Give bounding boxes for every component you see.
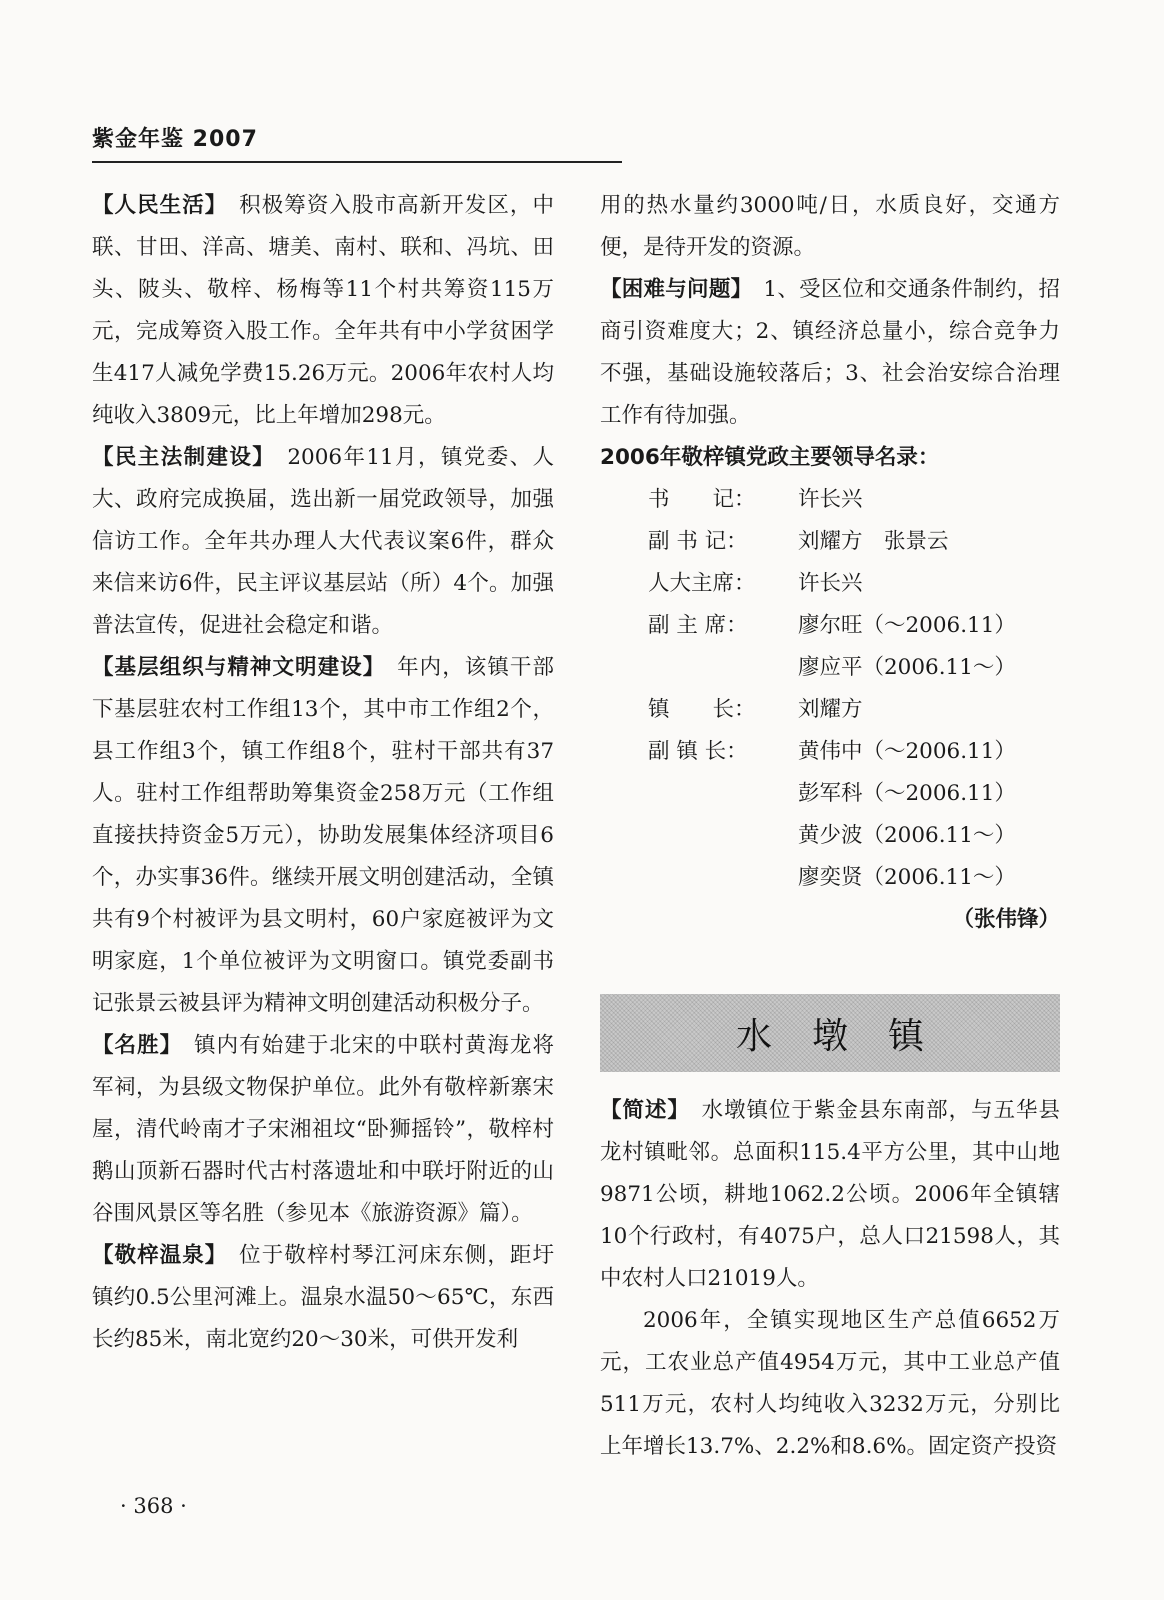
leader-roster: [600, 479, 1060, 899]
roster-entry: [600, 479, 1060, 521]
roster-role: 书 记：: [648, 487, 756, 512]
roster-names: 刘耀方 张景云: [798, 529, 949, 554]
roster-entry: [600, 815, 1060, 857]
roster-names: 廖应平（2006.11～）: [798, 655, 1016, 680]
section-tag: 【人民生活】: [92, 193, 217, 218]
roster-role: [648, 857, 798, 899]
roster-entry: [600, 857, 1060, 899]
roster-role: 副 主 席：: [648, 613, 748, 638]
paragraph-text: 水墩镇位于紫金县东南部，与五华县龙村镇毗邻。总面积115.4平方公里，其中山地9871公顷，耕地1062.2公顷。2006年全镇辖10个行政村，有4075户，总人口21598人，其中农村人口21019人。: [600, 1098, 1060, 1291]
roster-role: 副 书 记：: [648, 529, 748, 554]
paragraph-grassroots: [92, 647, 554, 1025]
paragraph-economy: 2006年，全镇实现地区生产总值6652万元，工农业总产值4954万元，其中工业总产值511万元，农村人均纯收入3232万元，分别比上年增长13.7%、2.2%和8.6%。固定资产投资: [600, 1308, 1060, 1459]
section-tag: 【敬梓温泉】: [92, 1243, 217, 1268]
roster-names: 黄少波（2006.11～）: [798, 823, 1016, 848]
roster-entry: [600, 521, 1060, 563]
section-tag: 【简述】: [600, 1098, 680, 1123]
paragraph-problems: [600, 269, 1060, 437]
paragraph-democracy-law: [92, 437, 554, 647]
roster-entry: [600, 605, 1060, 647]
page-number: · 368 ·: [120, 1494, 187, 1518]
roster-entry: [600, 731, 1060, 773]
town-title: 水墩镇: [735, 1015, 964, 1057]
right-column-lower: [600, 1090, 1060, 1468]
roster-names: 廖奕贤（2006.11～）: [798, 865, 1016, 890]
roster-names: 彭军科（～2006.11）: [798, 781, 1016, 806]
roster-names: 许长兴: [798, 571, 863, 596]
right-column: [600, 185, 1060, 941]
section-tag: 【民主法制建设】: [92, 445, 265, 470]
left-column: [92, 185, 554, 1361]
section-tag: 【困难与问题】: [600, 277, 742, 302]
roster-entry: [600, 773, 1060, 815]
paragraph-people-life: [92, 185, 554, 437]
author-credit: （张伟锋）: [952, 907, 1060, 932]
paragraph-hot-spring: [92, 1235, 554, 1361]
header-title: 紫金年鉴 2007: [92, 127, 258, 152]
paragraph-text: 年内，该镇干部下基层驻农村工作组13个，其中市工作组2个，县工作组3个，镇工作组8个，驻村干部共有37人。驻村工作组帮助筹集资金258万元（工作组直接扶持资金5万元），协助发展集体经济项目6个，办实事36件。继续开展文明创建活动，全镇共有9个村被评为县文明村，60户家庭被评为文明家庭，1个单位被评为文明窗口。镇党委副书记张景云被县评为精神文明创建活动积极分子。: [92, 655, 554, 1016]
roster-role: [648, 773, 798, 815]
roster-names: 刘耀方: [798, 697, 863, 722]
paragraph-text: 位于敬梓村琴江河床东侧，距圩镇约0.5公里河滩上。温泉水温50～65℃，东西长约85米，南北宽约20～30米，可供开发利: [92, 1243, 554, 1352]
paragraph-overview: [600, 1090, 1060, 1300]
roster-title: 2006年敬梓镇党政主要领导名录：: [600, 445, 940, 470]
paragraph-text: 1、受区位和交通条件制约，招商引资难度大；2、镇经济总量小，综合竞争力不强，基础设施较落后；3、社会治安综合治理工作有待加强。: [600, 277, 1060, 428]
header-rule: [92, 161, 622, 163]
roster-role: [648, 647, 798, 689]
paragraph-text: 镇内有始建于北宋的中联村黄海龙将军祠，为县级文物保护单位。此外有敬梓新寨宋屋，清代岭南才子宋湘祖坟“卧狮摇铃”，敬梓村鹅山顶新石器时代古村落遗址和中联圩附近的山谷围风景区等名胜（参见本《旅游资源》篇）。: [92, 1033, 554, 1226]
roster-role: 人大主席：: [648, 571, 756, 596]
roster-entry: [600, 563, 1060, 605]
paragraph-scenic-spots: [92, 1025, 554, 1235]
town-title-banner: [600, 994, 1060, 1072]
paragraph-text: 2006年11月，镇党委、人大、政府完成换届，选出新一届党政领导，加强信访工作。全年共办理人大代表议案6件，群众来信来访6件，民主评议基层站（所）4个。加强普法宣传，促进社会稳定和谐。: [92, 445, 554, 638]
roster-role: 副 镇 长：: [648, 739, 748, 764]
paragraph-text: 积极筹资入股市高新开发区，中联、甘田、洋高、塘美、南村、联和、冯坑、田头、陂头、敬梓、杨梅等11个村共筹资115万元，完成筹资入股工作。全年共有中小学贫困学生417人减免学费15.26万元。2006年农村人均纯收入3809元，比上年增加298元。: [92, 193, 554, 428]
paragraph-hot-spring-cont: 用的热水量约3000吨/日，水质良好，交通方便，是待开发的资源。: [600, 193, 1060, 260]
section-tag: 【名胜】: [92, 1033, 172, 1058]
roster-entry: [600, 689, 1060, 731]
running-header: [92, 122, 612, 153]
roster-role: 镇 长：: [648, 697, 756, 722]
roster-names: 许长兴: [798, 487, 863, 512]
section-tag: 【基层组织与精神文明建设】: [92, 655, 375, 680]
roster-role: [648, 815, 798, 857]
roster-names: 黄伟中（～2006.11）: [798, 739, 1016, 764]
roster-entry: [600, 647, 1060, 689]
roster-names: 廖尔旺（～2006.11）: [798, 613, 1016, 638]
